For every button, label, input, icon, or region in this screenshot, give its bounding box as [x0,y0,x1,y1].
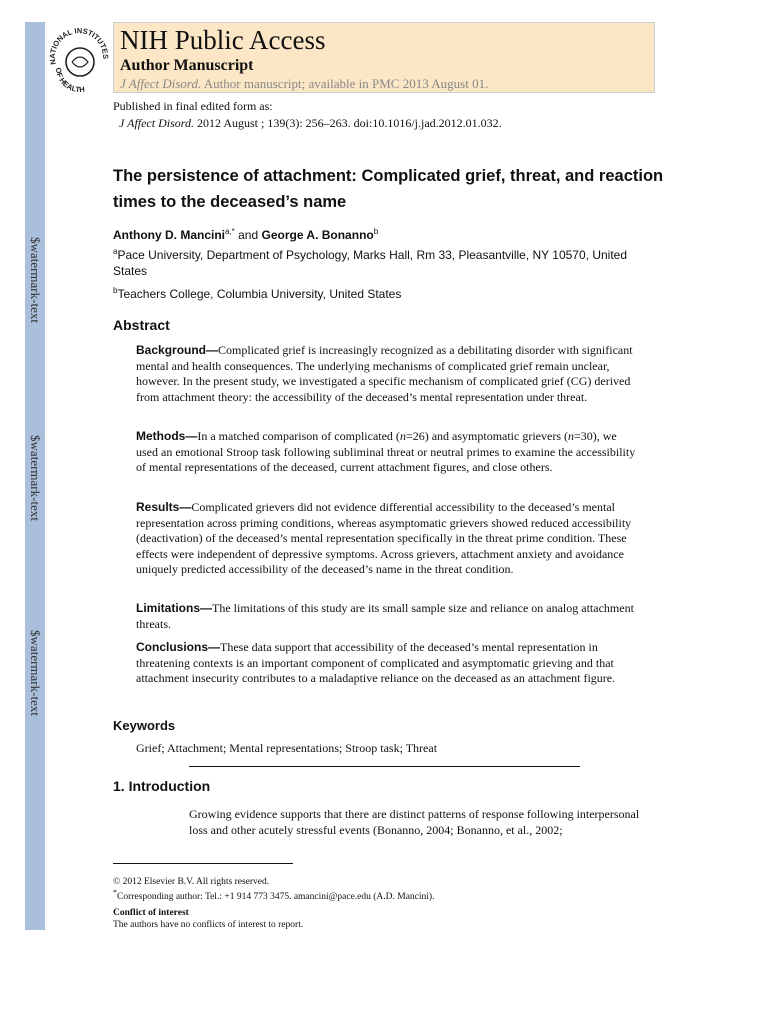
published-citation[interactable]: J Affect Disord. 2012 August ; 139(3): 256–263. doi:10.1016/j.jad.2012.01.032. [119,116,502,130]
keywords-list: Grief; Attachment; Mental representations; Stroop task; Threat [136,741,438,755]
corresponding-author: *Corresponding author: Tel.: +1 914 773 3475. amancini@pace.edu (A.D. Mancini). [113,887,435,902]
watermark-3: $watermark-text [28,630,43,716]
copyright: © 2012 Elsevier B.V. All rights reserved. [113,877,270,887]
coi-text: The authors have no conflicts of interest to report. [113,920,304,930]
published-info [113,98,502,132]
watermark-2: $watermark-text [28,435,43,521]
nih-logo [46,22,110,92]
watermark-1: $watermark-text [28,237,43,323]
footnote-rule [113,863,293,864]
author-1: Anthony D. Mancini [113,228,225,242]
keywords-heading: Keywords [113,718,176,733]
nih-header [113,22,655,93]
intro-text: Growing evidence supports that there are distinct patterns of response following interpersonal loss and other acutely stressful events (Bonanno, 2004; Bonanno, et al., 2002; [189,807,640,837]
author-line: Anthony D. Mancini$^{a,*}$ and George A. Bonanno$^b$ [113,227,379,242]
abstract-conclusions: Conclusions—These data support that accessibility of the deceased’s mental representation in threatening contexts is an important component of complicated and asymptomatic grieving and that attachment insecurity contributes to a maladaptive reliance on the deceased as an attachment figure. [136,640,616,686]
abstract-limitations: Limitations—The limitations of this study are its small sample size and reliance on analog attachment threats. [136,601,634,631]
author-2: George A. Bonanno [261,228,374,242]
abstract-heading: Abstract [113,317,170,333]
header-availability: J Affect Disord. Author manuscript; available in PMC 2013 August 01. [120,76,489,91]
affiliation-b: $^b$Teachers College, Columbia University, United States [113,286,402,301]
header-title: NIH Public Access [120,25,326,55]
logo-bottom-text: OF HEALTH [53,67,86,92]
published-label: Published in final edited form as: [113,99,273,113]
logo-top-text: NATIONAL INSTITUTES [47,26,110,66]
article-title: The persistence of attachment: Complicated grief, threat, and reaction times to the deceased’s name [113,167,664,211]
section-divider [189,766,580,767]
abstract-background: Background—Complicated grief is increasingly recognized as a debilitating disorder with significant mental and health consequences. The underlying mechanisms of complicated grief remain unclear, however. In the present study, we investigated a specific mechanism of complicated grief (CG) derived from attachment theory: the accessibility of the deceased’s mental representation under threat. [136,343,633,404]
affiliation-a: $^a$Pace University, Department of Psychology, Marks Hall, Rm 33, Pleasantville, NY 10570, United States [113,247,628,278]
abstract-methods: Methods—In a matched comparison of complicated (n=26) and asymptomatic grievers (n=30), we used an emotional Stroop task following subliminal threat or neutral primes to examine the accessibility of mental representations of the deceased, current attachment figures, and close others. [136,429,636,475]
coi-heading: Conflict of interest [113,908,189,918]
abstract-results: Results—Complicated grievers did not evidence differential accessibility to the deceased’s mental representation across priming conditions, whereas asymptomatic grievers showed reduced accessibility (deactivation) of the deceased’s mental representation specifically in the threat prime condition. These effects were independent of depressive symptoms. Across grievers, attachment anxiety and avoidance uniquely predicted accessibility of the deceased’s name in the threat condition. [136,500,632,577]
header-subtitle: Author Manuscript [120,57,254,74]
intro-heading: 1. Introduction [113,778,211,794]
svg-text:NATIONAL INSTITUTES [48,26,110,65]
